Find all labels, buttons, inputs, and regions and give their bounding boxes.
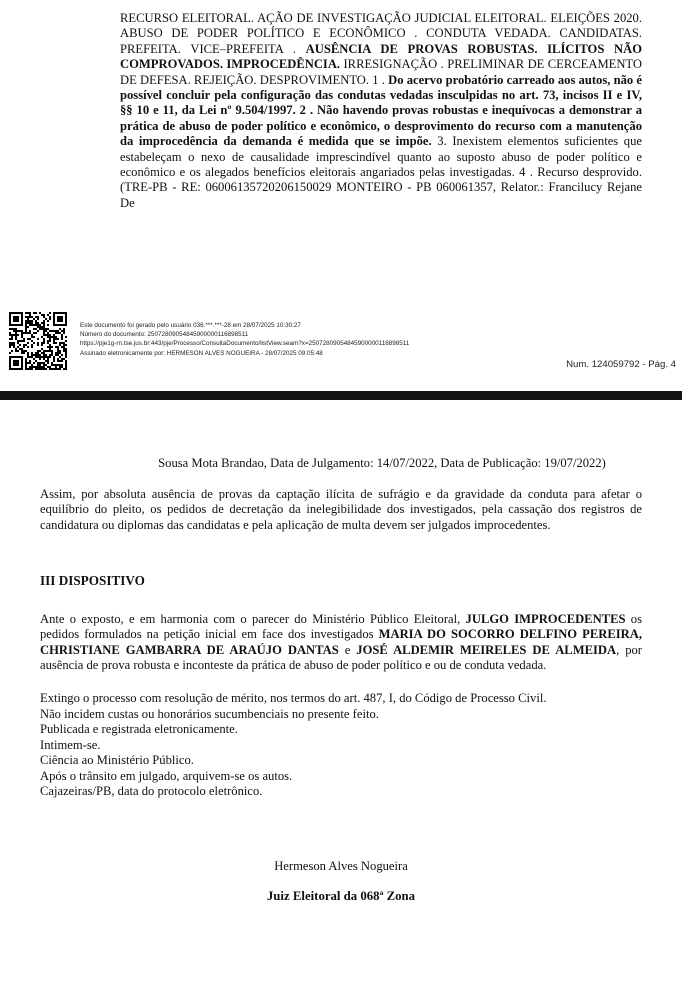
closing-line: Não incidem custas ou honorários sucumbenciais no presente feito. — [40, 706, 379, 721]
ementa-text-1: RECURSO ELEITORAL. AÇÃO DE INVESTIGAÇÃO JUDICIAL ELEITORAL. ELEIÇÕES 2020. ABUSO DE PODER POLÍTICO E ECONÔMICO . CONDUTA VEDADA. CANDIDATAS. PREFEITA. VICE–PREFEITA . — [120, 11, 642, 56]
ementa-text-2: IRRESIGNAÇÃO . PRELIMINAR DE CERCEAMENTO DE DEFESA. REJEIÇÃO. DESPROVIMENTO. 1 . — [120, 57, 642, 87]
defendants-bold-2: JOSÉ ALDEMIR MEIRELES DE ALMEIDA — [356, 642, 617, 657]
verdict-bold: JULGO IMPROCEDENTES — [465, 612, 626, 626]
closing-line: Publicada e registrada eletronicamente. — [40, 722, 238, 736]
dispositivo-text-3: e — [344, 642, 351, 657]
document-footer — [0, 308, 682, 378]
footer-metadata — [80, 321, 540, 358]
page-divider — [0, 391, 682, 400]
dispositivo-text-2: os pedidos formulados na petição inicial em face dos investigados — [40, 612, 642, 642]
dispositivo-text-1: Ante o exposto, e em harmonia com o parecer do Ministério Público Eleitoral, — [40, 612, 461, 626]
footer-signed-line: Assinado eletronicamente por: HERMESON ALVES NOGUEIRA - 28/07/2025 09:05:48 — [80, 349, 323, 357]
ementa-bold-1: AUSÊNCIA DE PROVAS ROBUSTAS. ILÍCITOS NÃO COMPROVADOS. IMPROCEDÊNCIA. — [120, 41, 642, 72]
ementa-text-3: 3. Inexistem elementos suficientes que estabeleçam o nexo de causalidade imprescindível quanto ao suposto abuso de poder político e econômico e os alegados benefícios eleitorais angariados pelas investigadas. 4 . Recurso desprovido. (TRE-PB - RE: 06006135720206150029 MONTEIRO - PB 060061357, Relator.: Franciluсy Rejane De — [120, 134, 642, 210]
citation-continuation: Sousa Mota Brandao, Data de Julgamento: 14/07/2022, Data de Publicação: 19/07/2022) — [158, 456, 606, 470]
dispositivo-text-4: , por ausência de prova robusta e inconteste da prática de abuso de poder político e ou de conduta vedada. — [40, 642, 642, 673]
page-reference: Num. 124059792 - Pág. 4 — [566, 359, 676, 370]
closing-lines — [40, 691, 642, 800]
ementa-bold-2: Do acervo probatório carreado aos autos, não é possível concluir pela configuração das condutas vedadas insculpidas no art. 73, incisos II e IV, §§ 10 e 11, da Lei nº 9.504/1997. 2 . Não havendo provas robustas e inequívocas a demonstrar a prática de abuso de poder político e econômico, o desprovimento do recurso com a manutenção da improcedência da demanda é medida que se impõe. — [120, 72, 642, 149]
signature-name: Hermeson Alves Nogueira — [274, 859, 408, 873]
document-page-top — [0, 0, 682, 390]
qr-code-icon — [9, 312, 67, 370]
closing-line: Intimem-se. — [40, 737, 101, 752]
footer-generated-line: Este documento foi gerado pelo usuário 036.***.***-28 em 28/07/2025 10:30:27 — [80, 322, 301, 329]
closing-line: Cajazeiras/PB, data do protocolo eletrônico. — [40, 784, 263, 798]
closing-line: Após o trânsito em julgado, arquivem-se os autos. — [40, 768, 293, 783]
ementa-quote — [120, 11, 642, 211]
closing-line: Extingo o processo com resolução de mérito, nos termos do art. 487, I, do Código de Processo Civil. — [40, 691, 547, 705]
document-page-bottom — [0, 400, 682, 1000]
section-heading: III DISPOSITIVO — [40, 573, 145, 588]
paragraph-assim: Assim, por absoluta ausência de provas da captação ilícita de sufrágio e da gravidade da conduta para afetar o equilíbrio do pleito, os pedidos de decretação da inelegibilidade dos investigados, pela cassação dos registros de candidatura ou diplomas das candidatas e pela aplicação de multa devem ser julgados improcedentes. — [40, 487, 642, 532]
defendants-bold-1: MARIA DO SOCORRO DELFINO PEREIRA, CHRISTIANE GAMBARRA DE ARAÚJO DANTAS — [40, 627, 642, 657]
signature-title: Juiz Eleitoral da 068ª Zona — [266, 889, 416, 903]
closing-line: Ciência ao Ministério Público. — [40, 753, 194, 767]
footer-document-number: Número do documento: 25072809054845900000116898511 — [80, 331, 249, 339]
paragraph-dispositivo — [40, 612, 642, 674]
footer-url[interactable]: https://pje1g-rn.tse.jus.br:443/pje/Processo/ConsultaDocumento/listView.seam?x=25072809054845900000116898511 — [80, 340, 410, 348]
